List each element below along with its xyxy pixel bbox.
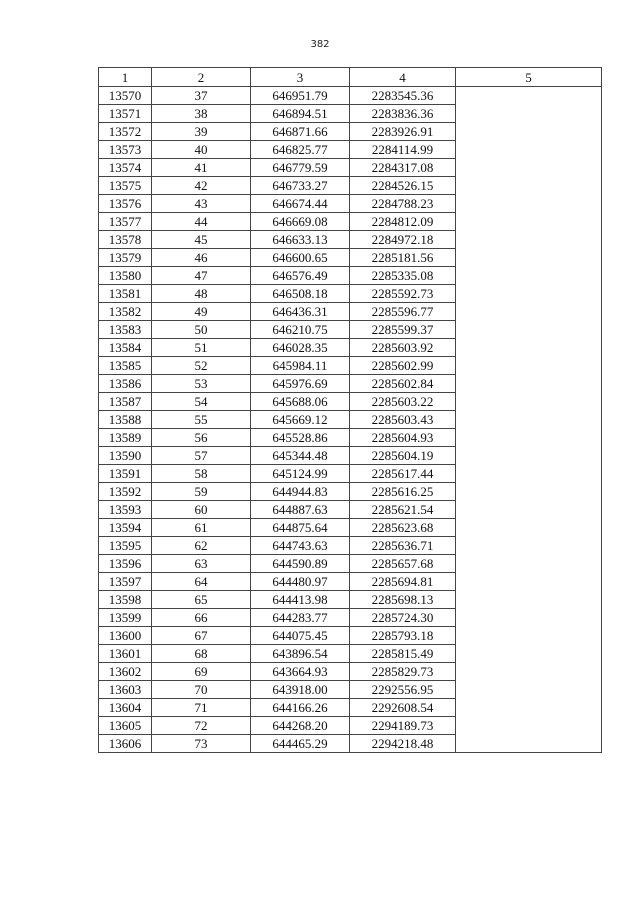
table-cell: 643918.00 bbox=[251, 681, 350, 699]
table-cell: 646779.59 bbox=[251, 159, 350, 177]
table-cell: 2284972.18 bbox=[350, 231, 456, 249]
table-cell: 40 bbox=[152, 141, 251, 159]
table-cell: 2285181.56 bbox=[350, 249, 456, 267]
table-cell: 645984.11 bbox=[251, 357, 350, 375]
table-cell: 645688.06 bbox=[251, 393, 350, 411]
table-cell: 2285603.92 bbox=[350, 339, 456, 357]
table-cell: 645976.69 bbox=[251, 375, 350, 393]
table-cell: 47 bbox=[152, 267, 251, 285]
table-cell: 46 bbox=[152, 249, 251, 267]
table-cell: 13592 bbox=[99, 483, 152, 501]
column-header: 2 bbox=[152, 68, 251, 87]
table-cell: 72 bbox=[152, 717, 251, 735]
table-cell: 645528.86 bbox=[251, 429, 350, 447]
table-cell: 2285636.71 bbox=[350, 537, 456, 555]
page-number: 382 bbox=[310, 39, 330, 50]
table-cell: 644075.45 bbox=[251, 627, 350, 645]
coordinates-table bbox=[98, 67, 602, 753]
table-cell: 41 bbox=[152, 159, 251, 177]
column-5-cell bbox=[456, 87, 602, 753]
table-cell: 44 bbox=[152, 213, 251, 231]
table-cell: 2285621.54 bbox=[350, 501, 456, 519]
table-cell: 644268.20 bbox=[251, 717, 350, 735]
table-cell: 2292608.54 bbox=[350, 699, 456, 717]
table-cell: 39 bbox=[152, 123, 251, 141]
table-cell: 13596 bbox=[99, 555, 152, 573]
table-cell: 58 bbox=[152, 465, 251, 483]
table-cell: 59 bbox=[152, 483, 251, 501]
table-cell: 2294218.48 bbox=[350, 735, 456, 753]
table-cell: 13605 bbox=[99, 717, 152, 735]
table-cell: 2284788.23 bbox=[350, 195, 456, 213]
table-cell: 71 bbox=[152, 699, 251, 717]
table-cell: 2285694.81 bbox=[350, 573, 456, 591]
table-cell: 13586 bbox=[99, 375, 152, 393]
table-cell: 13576 bbox=[99, 195, 152, 213]
table-cell: 646028.35 bbox=[251, 339, 350, 357]
table-cell: 644166.26 bbox=[251, 699, 350, 717]
table-cell: 13602 bbox=[99, 663, 152, 681]
table-cell: 2285604.93 bbox=[350, 429, 456, 447]
table-cell: 2285657.68 bbox=[350, 555, 456, 573]
table-cell: 51 bbox=[152, 339, 251, 357]
table-cell: 644283.77 bbox=[251, 609, 350, 627]
table-cell: 2283926.91 bbox=[350, 123, 456, 141]
table-cell: 13597 bbox=[99, 573, 152, 591]
table-cell: 13583 bbox=[99, 321, 152, 339]
table-cell: 644480.97 bbox=[251, 573, 350, 591]
column-header: 1 bbox=[99, 68, 152, 87]
table-cell: 13603 bbox=[99, 681, 152, 699]
table-cell: 70 bbox=[152, 681, 251, 699]
table-cell: 62 bbox=[152, 537, 251, 555]
table-cell: 13598 bbox=[99, 591, 152, 609]
table-cell: 646576.49 bbox=[251, 267, 350, 285]
table-cell: 2285592.73 bbox=[350, 285, 456, 303]
table-cell: 73 bbox=[152, 735, 251, 753]
table-cell: 2283545.36 bbox=[350, 87, 456, 105]
table-cell: 2283836.36 bbox=[350, 105, 456, 123]
table-cell: 13577 bbox=[99, 213, 152, 231]
table-cell: 13589 bbox=[99, 429, 152, 447]
table-cell: 54 bbox=[152, 393, 251, 411]
table-cell: 2285616.25 bbox=[350, 483, 456, 501]
table-cell: 53 bbox=[152, 375, 251, 393]
table-cell: 13584 bbox=[99, 339, 152, 357]
table-cell: 13575 bbox=[99, 177, 152, 195]
table-cell: 2284526.15 bbox=[350, 177, 456, 195]
table-cell: 13595 bbox=[99, 537, 152, 555]
table-cell: 13604 bbox=[99, 699, 152, 717]
table-cell: 646633.13 bbox=[251, 231, 350, 249]
column-header: 3 bbox=[251, 68, 350, 87]
table-cell: 644590.89 bbox=[251, 555, 350, 573]
table-cell: 2285724.30 bbox=[350, 609, 456, 627]
table-cell: 2285623.68 bbox=[350, 519, 456, 537]
table-cell: 646825.77 bbox=[251, 141, 350, 159]
table-cell: 2284317.08 bbox=[350, 159, 456, 177]
table-cell: 60 bbox=[152, 501, 251, 519]
table-cell: 13599 bbox=[99, 609, 152, 627]
table-cell: 13581 bbox=[99, 285, 152, 303]
table-cell: 38 bbox=[152, 105, 251, 123]
table-cell: 43 bbox=[152, 195, 251, 213]
table-cell: 13574 bbox=[99, 159, 152, 177]
table-cell: 13571 bbox=[99, 105, 152, 123]
table-cell: 644875.64 bbox=[251, 519, 350, 537]
table-cell: 61 bbox=[152, 519, 251, 537]
table-cell: 48 bbox=[152, 285, 251, 303]
table-cell: 646669.08 bbox=[251, 213, 350, 231]
table-cell: 63 bbox=[152, 555, 251, 573]
table-cell: 645344.48 bbox=[251, 447, 350, 465]
table-cell: 646871.66 bbox=[251, 123, 350, 141]
table-cell: 13594 bbox=[99, 519, 152, 537]
table-cell: 2285793.18 bbox=[350, 627, 456, 645]
table-cell: 57 bbox=[152, 447, 251, 465]
table-cell: 66 bbox=[152, 609, 251, 627]
table-cell: 645669.12 bbox=[251, 411, 350, 429]
table-cell: 13572 bbox=[99, 123, 152, 141]
table-cell: 68 bbox=[152, 645, 251, 663]
table-cell: 644887.63 bbox=[251, 501, 350, 519]
table-cell: 13578 bbox=[99, 231, 152, 249]
column-header: 4 bbox=[350, 68, 456, 87]
table-cell: 644944.83 bbox=[251, 483, 350, 501]
table-cell: 13587 bbox=[99, 393, 152, 411]
table-cell: 2285603.43 bbox=[350, 411, 456, 429]
table-cell: 13588 bbox=[99, 411, 152, 429]
table-cell: 2285604.19 bbox=[350, 447, 456, 465]
table-cell: 13579 bbox=[99, 249, 152, 267]
table-cell: 37 bbox=[152, 87, 251, 105]
table-cell: 13590 bbox=[99, 447, 152, 465]
table-cell: 646508.18 bbox=[251, 285, 350, 303]
table-cell: 646674.44 bbox=[251, 195, 350, 213]
table-cell: 644743.63 bbox=[251, 537, 350, 555]
table-cell: 13580 bbox=[99, 267, 152, 285]
table-cell: 646600.65 bbox=[251, 249, 350, 267]
table-cell: 50 bbox=[152, 321, 251, 339]
table-cell: 646951.79 bbox=[251, 87, 350, 105]
table-cell: 13585 bbox=[99, 357, 152, 375]
table-cell: 13573 bbox=[99, 141, 152, 159]
table-cell: 2285602.99 bbox=[350, 357, 456, 375]
table-cell: 2285599.37 bbox=[350, 321, 456, 339]
table-header-row bbox=[99, 68, 602, 87]
table-cell: 65 bbox=[152, 591, 251, 609]
table-cell: 55 bbox=[152, 411, 251, 429]
table-cell: 2294189.73 bbox=[350, 717, 456, 735]
table-cell: 2285829.73 bbox=[350, 663, 456, 681]
table-cell: 646436.31 bbox=[251, 303, 350, 321]
table-cell: 52 bbox=[152, 357, 251, 375]
table-cell: 13606 bbox=[99, 735, 152, 753]
table-cell: 2285698.13 bbox=[350, 591, 456, 609]
table-cell: 69 bbox=[152, 663, 251, 681]
table-cell: 2285335.08 bbox=[350, 267, 456, 285]
table-cell: 13600 bbox=[99, 627, 152, 645]
table-cell: 2292556.95 bbox=[350, 681, 456, 699]
table-cell: 2285602.84 bbox=[350, 375, 456, 393]
table-cell: 13591 bbox=[99, 465, 152, 483]
table-cell: 13601 bbox=[99, 645, 152, 663]
column-header: 5 bbox=[456, 68, 602, 87]
table-cell: 64 bbox=[152, 573, 251, 591]
table-cell: 42 bbox=[152, 177, 251, 195]
table-cell: 643896.54 bbox=[251, 645, 350, 663]
table-cell: 13582 bbox=[99, 303, 152, 321]
table-cell: 644465.29 bbox=[251, 735, 350, 753]
table-cell: 2285603.22 bbox=[350, 393, 456, 411]
table-row bbox=[99, 87, 602, 105]
table-body bbox=[99, 87, 602, 753]
table-cell: 646894.51 bbox=[251, 105, 350, 123]
table-cell: 2285815.49 bbox=[350, 645, 456, 663]
table-cell: 13593 bbox=[99, 501, 152, 519]
table-cell: 645124.99 bbox=[251, 465, 350, 483]
table-cell: 49 bbox=[152, 303, 251, 321]
table-cell: 45 bbox=[152, 231, 251, 249]
table-cell: 646733.27 bbox=[251, 177, 350, 195]
table-cell: 2285596.77 bbox=[350, 303, 456, 321]
table-cell: 2284114.99 bbox=[350, 141, 456, 159]
table-cell: 644413.98 bbox=[251, 591, 350, 609]
table-cell: 56 bbox=[152, 429, 251, 447]
table-cell: 643664.93 bbox=[251, 663, 350, 681]
table-cell: 67 bbox=[152, 627, 251, 645]
table-cell: 2284812.09 bbox=[350, 213, 456, 231]
table-cell: 2285617.44 bbox=[350, 465, 456, 483]
table-cell: 13570 bbox=[99, 87, 152, 105]
table-cell: 646210.75 bbox=[251, 321, 350, 339]
